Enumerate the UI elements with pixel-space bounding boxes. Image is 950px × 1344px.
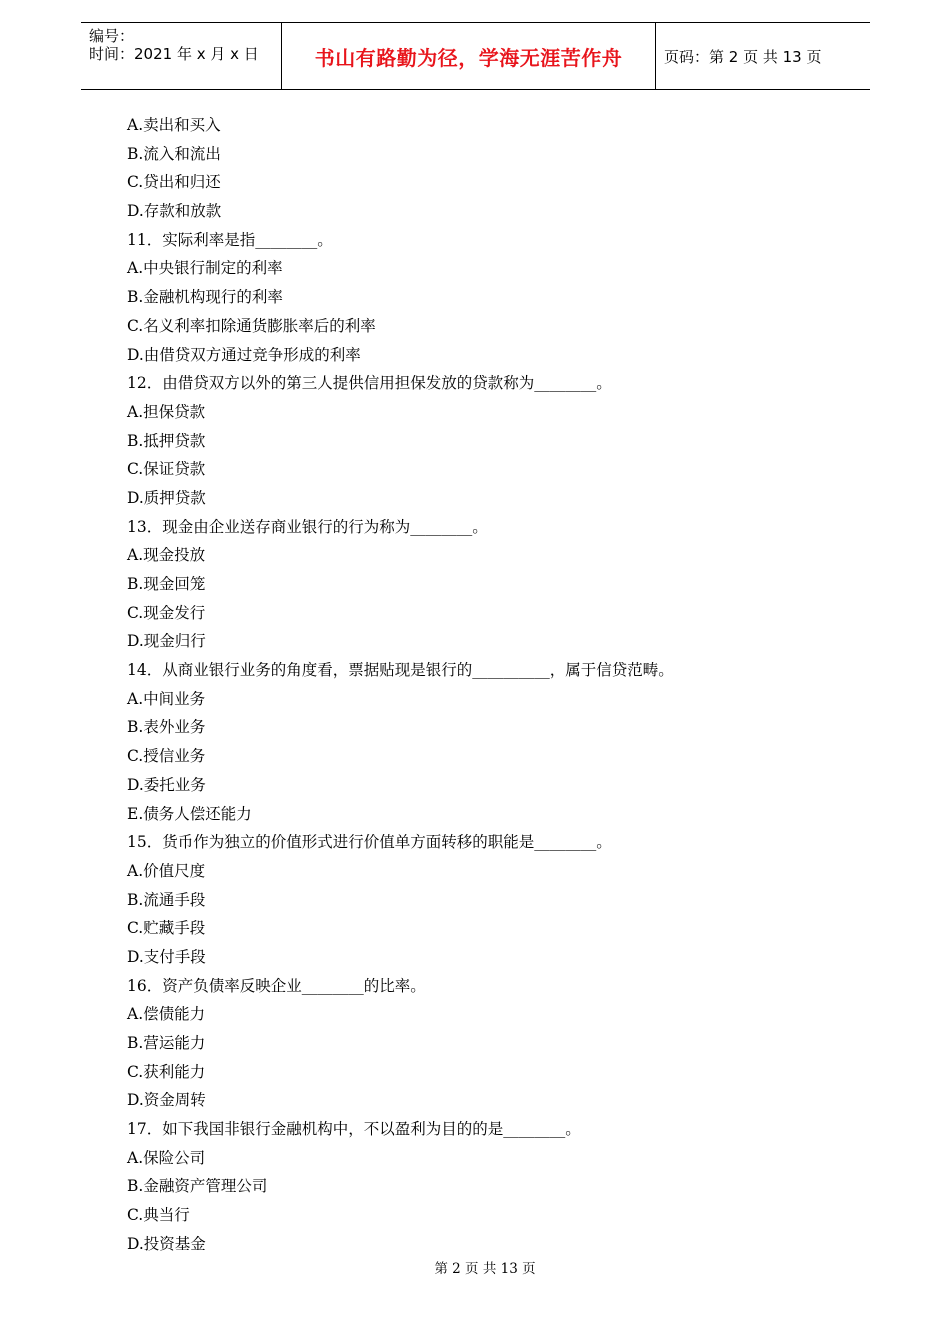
- header-meta-cell: [81, 23, 282, 89]
- text-line: D.支付手段: [127, 947, 206, 966]
- text-line: D.资金周转: [127, 1091, 206, 1110]
- question-line: 16．资产负债率反映企业________的比率。: [127, 976, 426, 995]
- question-line: 13．现金由企业送存商业银行的行为称为________。: [127, 517, 488, 536]
- text-line: B.金融机构现行的利率: [127, 288, 283, 307]
- page-info: 页码：第 2 页 共 13 页: [664, 47, 822, 66]
- question-line: 14．从商业银行业务的角度看，票据贴现是银行的__________，属于信贷范畴。: [127, 661, 674, 680]
- header-page-cell: [656, 23, 870, 89]
- question-list: [127, 111, 847, 1259]
- question-line: 11．实际利率是指________。: [127, 230, 333, 249]
- text-line: B.营运能力: [127, 1034, 206, 1052]
- motto-text: 书山有路勤为径，学海无涯苦作舟: [314, 45, 623, 70]
- question-line: 17．如下我国非银行金融机构中，不以盈利为目的的是________。: [127, 1120, 581, 1139]
- text-line: B.表外业务: [127, 718, 206, 737]
- text-line: B.现金回笼: [127, 575, 206, 593]
- text-line: A.中间业务: [127, 689, 206, 708]
- text-line: C.名义利率扣除通货膨胀率后的利率: [127, 316, 376, 335]
- text-line: E.债务人偿还能力: [127, 804, 252, 823]
- text-line: C.获利能力: [127, 1062, 206, 1081]
- question-line: 12．由借贷双方以外的第三人提供信用担保发放的贷款称为________。: [127, 374, 612, 393]
- text-line: D.现金归行: [127, 632, 206, 651]
- question-line: 15．货币作为独立的价值形式进行价值单方面转移的职能是________。: [127, 833, 612, 852]
- text-line: A.现金投放: [127, 546, 206, 565]
- text-line: B.抵押贷款: [127, 431, 206, 450]
- text-line: B.金融资产管理公司: [127, 1177, 268, 1196]
- text-line: D.质押贷款: [127, 488, 206, 507]
- text-line: C.贷出和归还: [127, 173, 221, 192]
- text-line: C.现金发行: [127, 603, 206, 622]
- number-label: 编号：: [89, 27, 135, 45]
- text-line: D.委托业务: [127, 775, 206, 794]
- text-line: D.存款和放款: [127, 202, 222, 221]
- text-line: A.中央银行制定的利率: [127, 259, 283, 278]
- page-footer: 第 2 页 共 13 页: [434, 1261, 536, 1277]
- text-line: A.偿债能力: [127, 1005, 206, 1024]
- text-line: A.卖出和买入: [127, 116, 221, 134]
- text-line: C.典当行: [127, 1206, 190, 1225]
- page-header: [81, 22, 870, 90]
- text-line: D.投资基金: [127, 1234, 206, 1253]
- time-label: 时间：2021 年 x 月 x 日: [89, 45, 259, 63]
- text-line: D.由借贷双方通过竞争形成的利率: [127, 345, 361, 364]
- text-line: B.流入和流出: [127, 144, 221, 163]
- text-line: C.贮藏手段: [127, 919, 206, 938]
- text-line: A.担保贷款: [127, 402, 206, 421]
- text-line: B.流通手段: [127, 890, 206, 909]
- header-motto-cell: [282, 23, 656, 89]
- text-line: C.授信业务: [127, 747, 206, 766]
- text-line: A.保险公司: [127, 1148, 206, 1167]
- text-line: A.价值尺度: [127, 861, 206, 880]
- text-line: C.保证贷款: [127, 460, 206, 479]
